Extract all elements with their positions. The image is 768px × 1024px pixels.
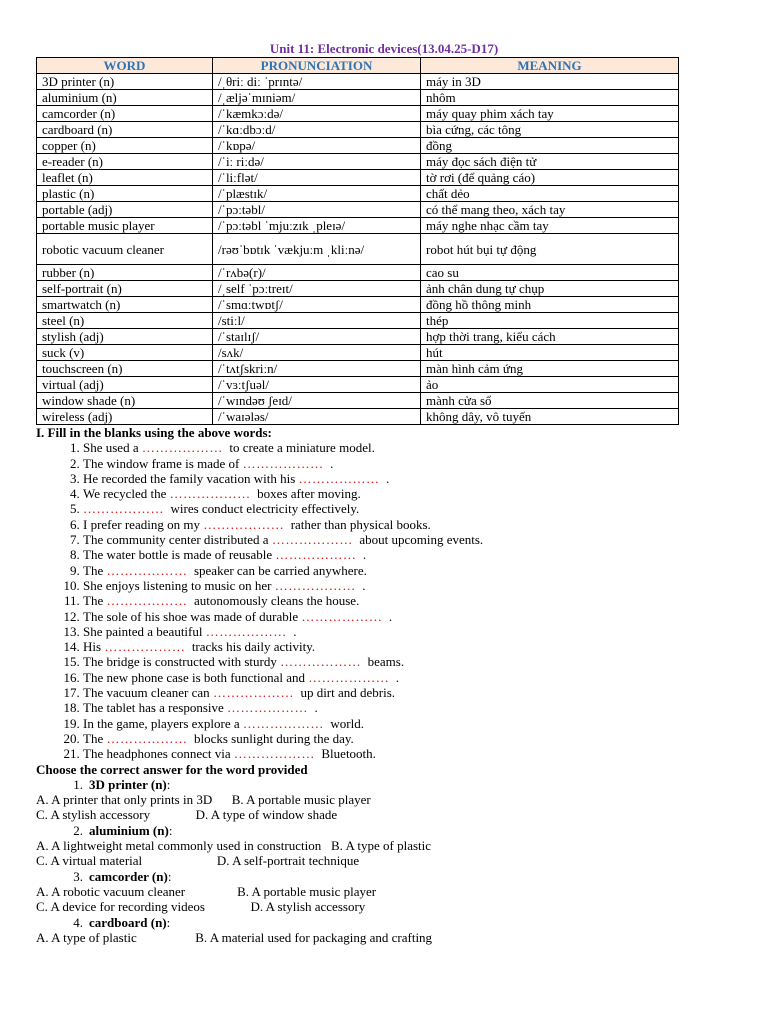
cell-pronunciation: /rəʊˈbɒtɪk ˈvækjuːm ˌkliːnə/	[213, 234, 421, 265]
cell-word: 3D printer (n)	[37, 74, 213, 90]
blank-text-after: to create a miniature model.	[222, 440, 375, 456]
blank-dots: ………………	[203, 516, 285, 532]
blank-dots: ………………	[205, 623, 287, 639]
cell-meaning: mành cửa sổ	[421, 393, 679, 409]
cell-meaning: robot hút bụi tự động	[421, 234, 679, 265]
blank-text-before: The headphones connect via	[83, 746, 234, 762]
blank-dots: ………………	[141, 440, 223, 456]
table-row	[37, 138, 679, 154]
page-title: Unit 11: Electronic devices(13.04.25-D17)	[269, 41, 499, 56]
worksheet-page	[36, 40, 732, 945]
blank-item	[83, 471, 732, 486]
blank-item	[83, 517, 732, 532]
table-row	[37, 409, 679, 425]
cell-word: e-reader (n)	[37, 154, 213, 170]
cell-word: virtual (adj)	[37, 377, 213, 393]
blank-dots: ………………	[233, 746, 315, 762]
table-row	[37, 74, 679, 90]
blank-text-before: She painted a beautiful	[83, 623, 206, 639]
table-row	[37, 122, 679, 138]
question-number: 1.	[73, 776, 83, 792]
table-row	[37, 393, 679, 409]
answer-options-line: A. A printer that only prints in 3D B. A portable music player	[36, 792, 371, 808]
blank-text-after: about upcoming events.	[352, 532, 484, 548]
blank-text-after: .	[323, 455, 334, 471]
blank-text-before: The window frame is made of	[83, 455, 243, 471]
blank-item	[83, 486, 732, 501]
cell-meaning: máy nghe nhạc cầm tay	[421, 218, 679, 234]
cell-word: stylish (adj)	[37, 329, 213, 345]
cell-pronunciation: /stiːl/	[213, 313, 421, 329]
blank-item	[83, 746, 732, 761]
cell-word: portable music player	[37, 218, 213, 234]
cell-pronunciation: /ˈtʌtʃskriːn/	[213, 361, 421, 377]
blank-text-after: blocks sunlight during the day.	[187, 730, 354, 746]
blank-text-before: His	[83, 639, 105, 655]
blank-text-before: The tablet has a responsive	[83, 700, 228, 716]
cell-meaning: không dây, vô tuyến	[421, 409, 679, 425]
cell-pronunciation: /ˈpɔːtəbl ˈmjuːzɪk ˌpleɪə/	[213, 218, 421, 234]
blank-text-before: The vacuum cleaner can	[83, 685, 213, 701]
blank-text-after: rather than physical books.	[284, 516, 431, 532]
blank-dots: ………………	[308, 669, 390, 685]
blank-dots: ………………	[242, 455, 324, 471]
table-row	[37, 361, 679, 377]
blank-text-before: She enjoys listening to music on her	[83, 577, 275, 593]
answer-options-line: A. A robotic vacuum cleaner B. A portable music player	[36, 883, 377, 899]
blank-item	[83, 578, 732, 593]
question-word: aluminium (n)	[89, 822, 169, 838]
cell-word: robotic vacuum cleaner	[37, 234, 213, 265]
question-heading	[36, 777, 732, 792]
question-word: camcorder (n)	[89, 868, 168, 884]
fill-blanks-list	[36, 440, 732, 761]
cell-meaning: bìa cứng, các tông	[421, 122, 679, 138]
blank-dots: ………………	[227, 700, 309, 716]
cell-meaning: chất dẻo	[421, 186, 679, 202]
answer-options-line: C. A device for recording videos D. A stylish accessory	[36, 899, 366, 915]
cell-word: aluminium (n)	[37, 90, 213, 106]
question-colon: :	[167, 868, 172, 884]
cell-meaning: cao su	[421, 265, 679, 281]
cell-word: steel (n)	[37, 313, 213, 329]
blank-dots: ………………	[106, 730, 188, 746]
question-colon: :	[166, 914, 171, 930]
blank-item	[83, 532, 732, 547]
blank-dots: ………………	[274, 577, 356, 593]
table-row	[37, 313, 679, 329]
table-row	[37, 90, 679, 106]
cell-meaning: máy in 3D	[421, 74, 679, 90]
table-row	[37, 377, 679, 393]
section-multiple-choice-heading: Choose the correct answer for the word provided	[36, 761, 308, 777]
blank-dots: ………………	[301, 608, 383, 624]
table-row	[37, 265, 679, 281]
question-number: 3.	[73, 868, 83, 884]
blank-item	[83, 670, 732, 685]
blank-item	[83, 685, 732, 700]
cell-pronunciation: /ˈsmɑːtwɒtʃ/	[213, 297, 421, 313]
blank-text-after: Bluetooth.	[314, 746, 376, 762]
cell-meaning: nhôm	[421, 90, 679, 106]
blank-item	[83, 624, 732, 639]
blank-item	[83, 700, 732, 715]
cell-word: portable (adj)	[37, 202, 213, 218]
blank-item	[83, 731, 732, 746]
blank-text-after: .	[379, 470, 390, 486]
cell-meaning: hợp thời trang, kiểu cách	[421, 329, 679, 345]
blank-item	[83, 501, 732, 516]
cell-word: touchscreen (n)	[37, 361, 213, 377]
cell-pronunciation: /ˈvɜːtʃuəl/	[213, 377, 421, 393]
blank-text-after: .	[286, 623, 297, 639]
blank-text-after: boxes after moving.	[250, 486, 361, 502]
blank-text-before: The	[83, 730, 107, 746]
cell-pronunciation: /ˈplæstɪk/	[213, 186, 421, 202]
blank-dots: ………………	[169, 486, 251, 502]
blank-text-after: .	[389, 669, 400, 685]
blank-item	[83, 639, 732, 654]
cell-meaning: có thể mang theo, xách tay	[421, 202, 679, 218]
table-row	[37, 186, 679, 202]
multiple-choice-list	[36, 777, 732, 945]
cell-pronunciation: /ˌθriː diː ˈprɪntə/	[213, 74, 421, 90]
blank-item	[83, 440, 732, 455]
cell-meaning: tờ rơi (để quảng cáo)	[421, 170, 679, 186]
cell-word: self-portrait (n)	[37, 281, 213, 297]
blank-text-after: .	[355, 577, 366, 593]
question-heading	[36, 823, 732, 838]
cell-meaning: ảo	[421, 377, 679, 393]
header-meaning: MEANING	[421, 58, 679, 74]
blank-item	[83, 716, 732, 731]
blank-text-after: .	[308, 700, 318, 716]
blank-text-before: She used a	[83, 440, 142, 456]
blank-text-before: In the game, players explore a	[83, 715, 243, 731]
table-row	[37, 329, 679, 345]
cell-pronunciation: /ˈrʌbə(r)/	[213, 265, 421, 281]
vocabulary-table	[36, 57, 679, 425]
cell-pronunciation: /ˈwɪndəʊ ʃeɪd/	[213, 393, 421, 409]
blank-text-before: The bridge is constructed with sturdy	[83, 654, 281, 670]
question-colon: :	[166, 776, 171, 792]
table-row	[37, 218, 679, 234]
blank-text-before: The new phone case is both functional and	[83, 669, 309, 685]
header-pronunciation: PRONUNCIATION	[213, 58, 421, 74]
cell-pronunciation: /ˈkɒpə/	[213, 138, 421, 154]
blank-text-after: world.	[323, 715, 364, 731]
question-heading	[36, 869, 732, 884]
blank-text-after: beams.	[361, 654, 405, 670]
cell-pronunciation: /ˈstaɪlɪʃ/	[213, 329, 421, 345]
table-header-row	[37, 58, 679, 74]
cell-meaning: màn hình cảm ứng	[421, 361, 679, 377]
blank-text-after: up dirt and debris.	[293, 685, 396, 701]
cell-pronunciation: /ˈwaɪələs/	[213, 409, 421, 425]
blank-text-after: wires conduct electricity effectively.	[164, 501, 360, 517]
table-row	[37, 154, 679, 170]
cell-word: leaflet (n)	[37, 170, 213, 186]
cell-word: window shade (n)	[37, 393, 213, 409]
question-word: cardboard (n)	[89, 914, 167, 930]
blank-text-after: .	[356, 547, 367, 563]
blank-dots: ………………	[242, 715, 324, 731]
blank-dots: ………………	[83, 501, 164, 517]
blank-dots: ………………	[106, 562, 188, 578]
cell-word: suck (v)	[37, 345, 213, 361]
table-row	[37, 234, 679, 265]
question-number: 2.	[73, 822, 83, 838]
answer-options-line: A. A lightweight metal commonly used in construction B. A type of plastic	[36, 838, 432, 854]
blank-text-before: The water bottle is made of reusable	[83, 547, 276, 563]
question-colon: :	[168, 822, 173, 838]
cell-word: copper (n)	[37, 138, 213, 154]
blank-dots: ………………	[280, 654, 362, 670]
question-heading	[36, 915, 732, 930]
blank-dots: ………………	[275, 547, 357, 563]
cell-pronunciation: /ˌself ˈpɔːtreɪt/	[213, 281, 421, 297]
blank-item	[83, 563, 732, 578]
table-row	[37, 345, 679, 361]
cell-meaning: hút	[421, 345, 679, 361]
blank-text-before: He recorded the family vacation with his	[83, 470, 299, 486]
blank-item	[83, 593, 732, 608]
answer-options-line: A. A type of plastic B. A material used for packaging and crafting	[36, 929, 433, 945]
blank-text-before: The	[83, 593, 107, 609]
blank-text-before: The sole of his shoe was made of durable	[83, 608, 302, 624]
cell-word: rubber (n)	[37, 265, 213, 281]
cell-pronunciation: /ˈkæmkɔːdə/	[213, 106, 421, 122]
cell-word: cardboard (n)	[37, 122, 213, 138]
blank-dots: ………………	[271, 532, 353, 548]
cell-word: plastic (n)	[37, 186, 213, 202]
cell-pronunciation: /ˈliːflət/	[213, 170, 421, 186]
blank-text-after: .	[382, 608, 393, 624]
blank-text-after: speaker can be carried anywhere.	[187, 562, 367, 578]
cell-meaning: thép	[421, 313, 679, 329]
table-row	[37, 281, 679, 297]
table-row	[37, 106, 679, 122]
answer-options-line: C. A stylish accessory D. A type of window shade	[36, 807, 338, 823]
blank-text-before: We recycled the	[83, 486, 170, 502]
cell-meaning: đồng hồ thông minh	[421, 297, 679, 313]
blank-item	[83, 654, 732, 669]
blank-dots: ………………	[212, 685, 294, 701]
blank-dots: ………………	[104, 639, 186, 655]
blank-item	[83, 456, 732, 471]
blank-text-before: The	[83, 562, 107, 578]
cell-pronunciation: /ˈiː riːdə/	[213, 154, 421, 170]
cell-meaning: máy quay phim xách tay	[421, 106, 679, 122]
cell-word: wireless (adj)	[37, 409, 213, 425]
table-row	[37, 170, 679, 186]
cell-meaning: đồng	[421, 138, 679, 154]
cell-pronunciation: /ˈkɑːdbɔːd/	[213, 122, 421, 138]
cell-word: camcorder (n)	[37, 106, 213, 122]
table-row	[37, 297, 679, 313]
table-row	[37, 202, 679, 218]
blank-text-after: tracks his daily activity.	[185, 639, 316, 655]
question-number: 4.	[73, 914, 83, 930]
blank-dots: ………………	[298, 470, 380, 486]
cell-meaning: ảnh chân dung tự chụp	[421, 281, 679, 297]
section-fill-blanks-heading: I. Fill in the blanks using the above words:	[36, 425, 272, 440]
blank-item	[83, 609, 732, 624]
blank-text-before: The community center distributed a	[83, 532, 272, 548]
cell-meaning: máy đọc sách điện tử	[421, 154, 679, 170]
cell-word: smartwatch (n)	[37, 297, 213, 313]
blank-item	[83, 547, 732, 562]
header-word: WORD	[37, 58, 213, 74]
question-word: 3D printer (n)	[89, 776, 167, 792]
cell-pronunciation: /ˌæljəˈmɪniəm/	[213, 90, 421, 106]
cell-pronunciation: /ˈpɔːtəbl/	[213, 202, 421, 218]
answer-options-line: C. A virtual material D. A self-portrait technique	[36, 853, 360, 869]
cell-pronunciation: /sʌk/	[213, 345, 421, 361]
blank-text-after: autonomously cleans the house.	[187, 593, 360, 609]
blank-text-before: I prefer reading on my	[83, 516, 204, 532]
blank-dots: ………………	[106, 593, 188, 609]
